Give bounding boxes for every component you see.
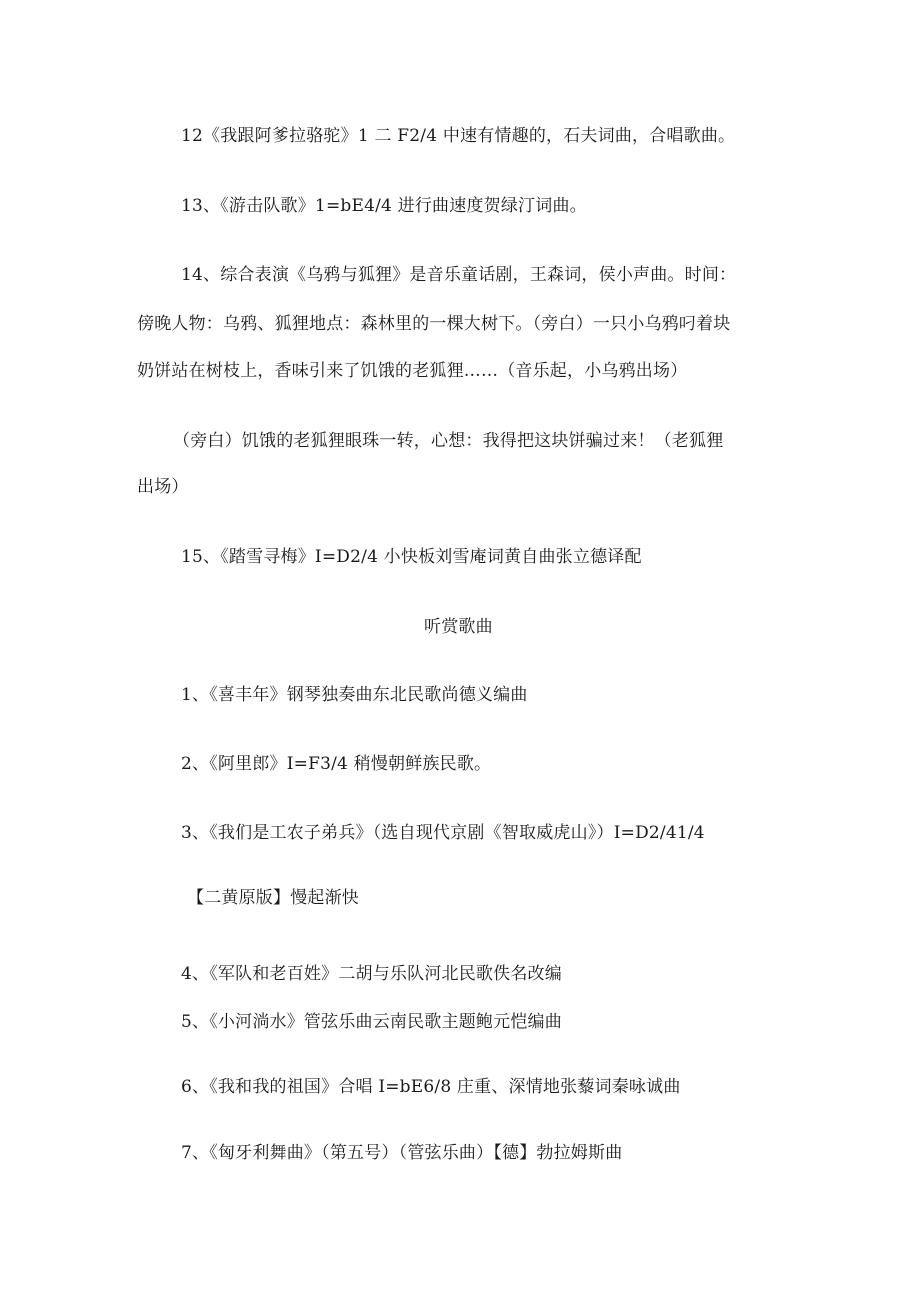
text-line-narration: （旁白）饥饿的老狐狸眼珠一转，心想：我得把这块饼骗过来！（老狐狸: [173, 431, 724, 451]
text-line-narration-cont: 出场）: [137, 477, 189, 497]
text-line-song-14-cont-1: 傍晚人物：乌鸦、狐狸地点：森林里的一棵大树下。（旁白）一只小乌鸦叼着块: [137, 314, 731, 334]
section-heading-listening: 听赏歌曲: [424, 617, 493, 637]
text-line-listen-7: 7、《匈牙利舞曲》（第五号）（管弦乐曲）【德】勃拉姆斯曲: [181, 1143, 623, 1163]
text-line-song-15: 15、《踏雪寻梅》I=D2/4 小快板刘雪庵词黄自曲张立德译配: [181, 547, 642, 567]
text-line-listen-4: 4、《军队和老百姓》二胡与乐队河北民歌佚名改编: [181, 964, 562, 984]
text-line-listen-3-cont: 【二黄原版】慢起渐快: [187, 888, 359, 908]
text-line-listen-2: 2、《阿里郎》I=F3/4 稍慢朝鲜族民歌。: [181, 754, 492, 774]
text-line-listen-5: 5、《小河淌水》管弦乐曲云南民歌主题鲍元恺编曲: [181, 1012, 562, 1032]
text-line-song-12: 12《我跟阿爹拉骆驼》1 二 F2/4 中速有情趣的，石夫词曲，合唱歌曲。: [181, 126, 736, 146]
text-line-listen-1: 1、《喜丰年》钢琴独奏曲东北民歌尚德义编曲: [181, 685, 528, 705]
text-line-song-14-cont-2: 奶饼站在树枝上，香味引来了饥饿的老狐狸……（音乐起，小乌鸦出场）: [137, 361, 688, 381]
text-line-listen-3: 3、《我们是工农子弟兵》（选自现代京剧《智取威虎山》）I=D2/41/4: [181, 823, 705, 843]
text-line-song-13: 13、《游击队歌》1=bE4/4 进行曲速度贺绿汀词曲。: [181, 196, 587, 216]
text-line-song-14: 14、综合表演《乌鸦与狐狸》是音乐童话剧，王森词，侯小声曲。时间：: [181, 265, 737, 285]
text-line-listen-6: 6、《我和我的祖国》合唱 I=bE6/8 庄重、深情地张藜词秦咏诚曲: [181, 1077, 681, 1097]
